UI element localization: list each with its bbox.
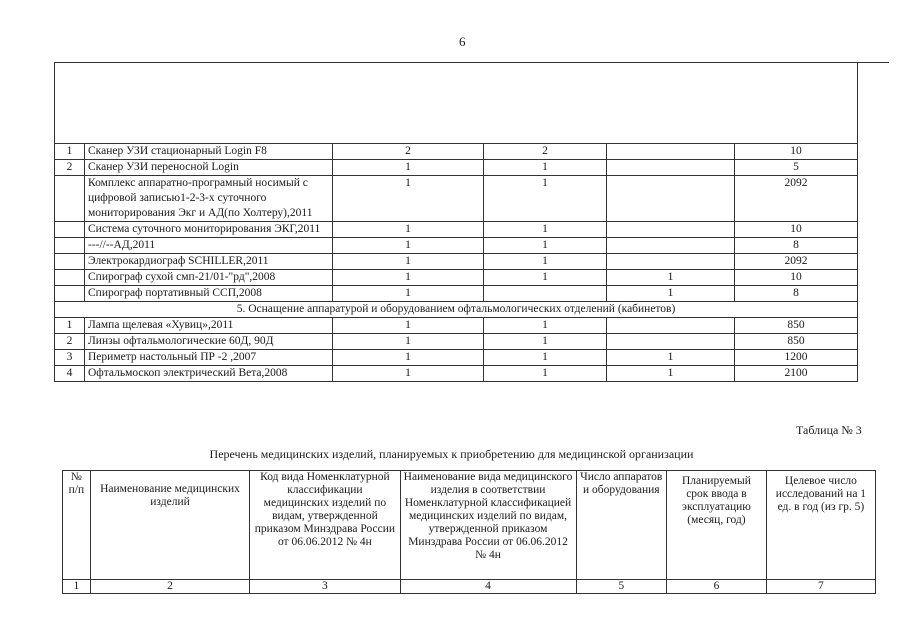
quantity-cell: 1 [607, 270, 735, 286]
table-title: Перечень медицинских изделий, планируемых к приобретению для медицинской организации [209, 447, 694, 461]
table-number: Таблица № 3 [796, 423, 862, 437]
quantity-cell: 1 [484, 160, 607, 176]
row-number: 4 [55, 366, 85, 382]
quantity-cell: 1 [333, 366, 484, 382]
value-cell: 10 [735, 270, 858, 286]
quantity-cell [607, 144, 735, 160]
table-row [55, 222, 889, 238]
quantity-cell: 1 [607, 366, 735, 382]
quantity-cell [607, 334, 735, 350]
column-number: 3 [250, 580, 400, 594]
column-number: 5 [576, 580, 667, 594]
table-row [55, 350, 889, 366]
row-number [55, 176, 85, 222]
quantity-cell: 2 [484, 144, 607, 160]
row-number: 1 [55, 144, 85, 160]
table-row [55, 238, 889, 254]
item-name: Периметр настольный ПР -2 ,2007 [85, 350, 333, 366]
quantity-cell [607, 238, 735, 254]
quantity-cell [607, 222, 735, 238]
quantity-cell [484, 286, 607, 302]
quantity-cell: 1 [333, 222, 484, 238]
margin-cell [858, 302, 889, 318]
table-row [55, 286, 889, 302]
value-cell: 8 [735, 286, 858, 302]
value-cell: 850 [735, 334, 858, 350]
value-cell: 5 [735, 160, 858, 176]
table-row [55, 176, 889, 222]
column-number: 6 [667, 580, 767, 594]
margin-cell [858, 160, 889, 176]
margin-cell [858, 144, 889, 160]
quantity-cell: 1 [484, 222, 607, 238]
table-row [55, 160, 889, 176]
column-number: 7 [766, 580, 875, 594]
column-number-row [63, 580, 876, 594]
quantity-cell: 1 [484, 318, 607, 334]
item-name: Спирограф сухой смп-21/01-"рд",2008 [85, 270, 333, 286]
table-row [55, 144, 889, 160]
quantity-cell: 1 [607, 286, 735, 302]
value-cell: 10 [735, 144, 858, 160]
quantity-cell [607, 318, 735, 334]
value-cell: 2100 [735, 366, 858, 382]
item-name: Комплекс аппаратно-програмный носимый с цифровой записью1-2-3-х суточного мониторирования Экг и АД(по Холтеру),2011 [85, 176, 333, 222]
quantity-cell: 1 [333, 176, 484, 222]
quantity-cell: 1 [484, 254, 607, 270]
item-name: Линзы офтальмологические 60Д, 90Д [85, 334, 333, 350]
header-cell: Число аппаратов и оборудования [576, 471, 667, 580]
header-cell: Наименование медицинских изделий [90, 471, 250, 580]
margin-cell [858, 254, 889, 270]
quantity-cell [607, 176, 735, 222]
margin-cell [858, 176, 889, 222]
quantity-cell: 2 [333, 144, 484, 160]
header-cell: Планируемый срок ввода в эксплуатацию (месяц, год) [667, 471, 767, 580]
quantity-cell: 1 [484, 334, 607, 350]
quantity-cell: 1 [333, 318, 484, 334]
quantity-cell: 1 [333, 350, 484, 366]
quantity-cell: 1 [607, 350, 735, 366]
row-number: 2 [55, 160, 85, 176]
margin-cell [858, 238, 889, 254]
margin-cell [858, 318, 889, 334]
quantity-cell: 1 [484, 270, 607, 286]
row-number [55, 270, 85, 286]
item-name: ---//--АД,2011 [85, 238, 333, 254]
section-heading: 5. Оснащение аппаратурой и оборудованием офтальмологических отделений (кабинетов) [55, 302, 858, 318]
row-number [55, 286, 85, 302]
quantity-cell: 1 [484, 176, 607, 222]
page-number: 6 [459, 34, 466, 49]
quantity-cell [607, 160, 735, 176]
margin-cell [858, 286, 889, 302]
margin-cell [858, 222, 889, 238]
margin-cell [858, 270, 889, 286]
quantity-cell: 1 [333, 334, 484, 350]
value-cell: 8 [735, 238, 858, 254]
item-name: Спирограф портативный ССП,2008 [85, 286, 333, 302]
value-cell: 2092 [735, 176, 858, 222]
column-number: 2 [90, 580, 250, 594]
item-name: Сканер УЗИ стационарный Login F8 [85, 144, 333, 160]
quantity-cell: 1 [333, 254, 484, 270]
item-name: Офтальмоскоп электрический Вета,2008 [85, 366, 333, 382]
header-cell: Целевое число исследований на 1 ед. в год (из гр. 5) [766, 471, 875, 580]
value-cell: 850 [735, 318, 858, 334]
quantity-cell: 1 [333, 270, 484, 286]
item-name: Электрокардиограф SCHILLER,2011 [85, 254, 333, 270]
quantity-cell: 1 [484, 238, 607, 254]
value-cell: 10 [735, 222, 858, 238]
column-number: 4 [400, 580, 576, 594]
quantity-cell: 1 [484, 366, 607, 382]
planned-purchase-table [62, 470, 876, 594]
row-number [55, 222, 85, 238]
quantity-cell: 1 [333, 286, 484, 302]
quantity-cell: 1 [484, 350, 607, 366]
table-row [55, 318, 889, 334]
margin-cell [858, 350, 889, 366]
margin-cell [858, 366, 889, 382]
equipment-table [54, 62, 889, 382]
header-cell: Наименование вида медицинского изделия в соответствии Номенклатурной классификацией медицинских изделий по видам, утвержденной приказом Минздрава России от 06.06.2012 № 4н [400, 471, 576, 580]
table-row [55, 334, 889, 350]
value-cell: 1200 [735, 350, 858, 366]
row-number: 2 [55, 334, 85, 350]
table-row [55, 366, 889, 382]
row-number: 1 [55, 318, 85, 334]
header-cell: № п/п [63, 471, 91, 580]
section-row [55, 302, 889, 318]
table-row [55, 270, 889, 286]
quantity-cell: 1 [333, 160, 484, 176]
value-cell: 2092 [735, 254, 858, 270]
header-cell: Код вида Номенклатурной классификации медицинских изделий по видам, утвержденной приказом Минздрава России от 06.06.2012 № 4н [250, 471, 400, 580]
quantity-cell [607, 254, 735, 270]
table-row [55, 254, 889, 270]
quantity-cell: 1 [333, 238, 484, 254]
row-number: 3 [55, 350, 85, 366]
header-row [63, 471, 876, 580]
column-number: 1 [63, 580, 91, 594]
item-name: Система суточного мониторирования ЭКГ,2011 [85, 222, 333, 238]
item-name: Лампа щелевая «Хувиц»,2011 [85, 318, 333, 334]
item-name: Сканер УЗИ переносной Login [85, 160, 333, 176]
empty-header-row [55, 63, 889, 144]
row-number [55, 254, 85, 270]
row-number [55, 238, 85, 254]
margin-cell [858, 334, 889, 350]
